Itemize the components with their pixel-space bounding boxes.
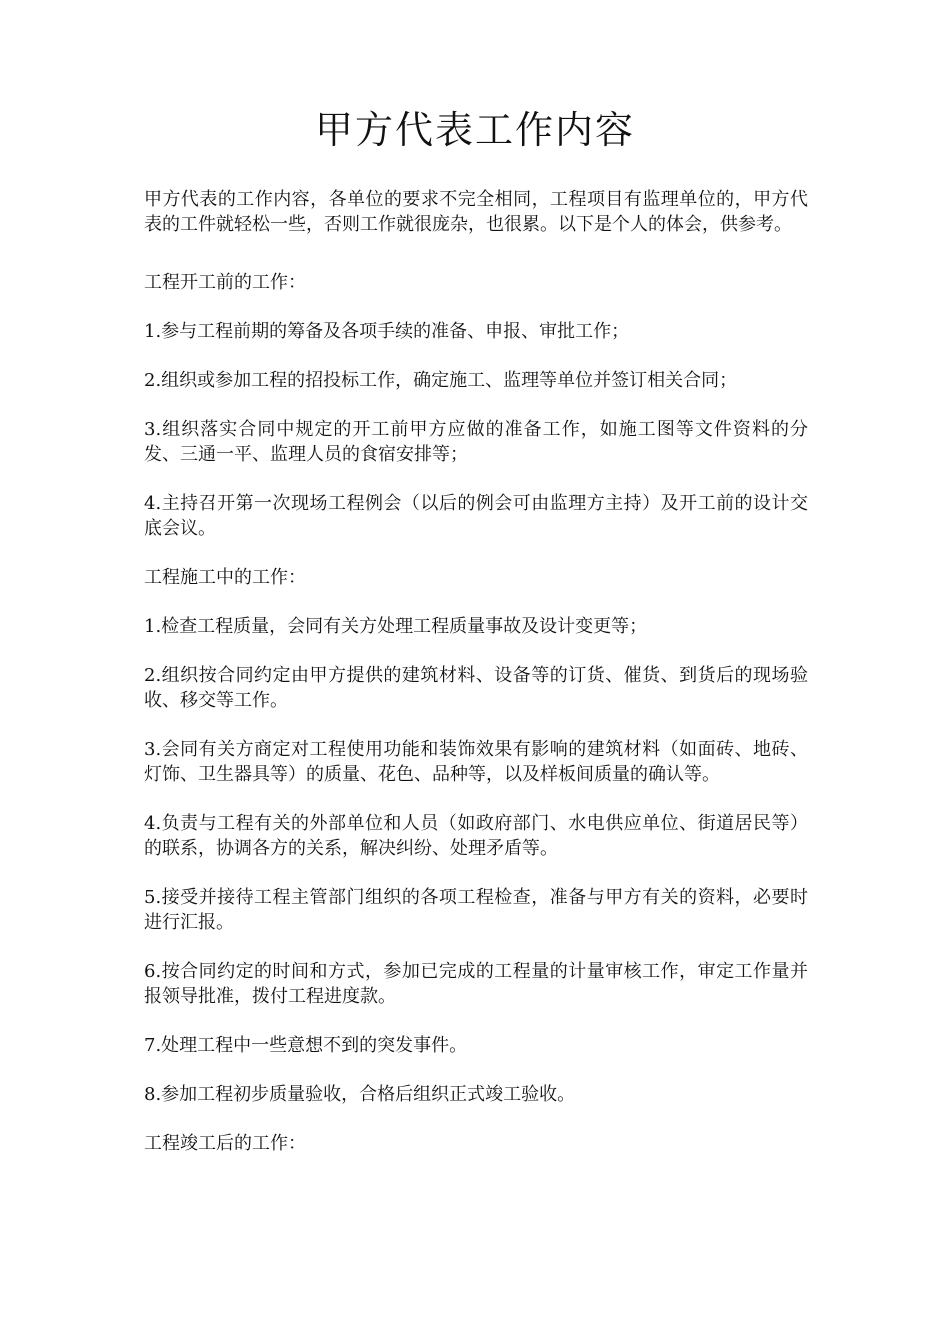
document-title: 甲方代表工作内容 <box>314 108 635 152</box>
list-item: 1.参与工程前期的筹备及各项手续的准备、申报、审批工作； <box>144 321 630 342</box>
list-item: 2.组织或参加工程的招投标工作，确定施工、监理等单位并签订相关合同； <box>144 370 738 391</box>
list-item: 1.检查工程质量，会同有关方处理工程质量事故及设计变更等； <box>144 616 648 637</box>
list-item: 3.会同有关方商定对工程使用功能和装饰效果有影响的建筑材料（如面砖、地砖、灯饰、卫生器具等）的质量、花色、品种等，以及样板间质量的确认等。 <box>144 739 808 785</box>
list-item: 7.处理工程中一些意想不到的突发事件。 <box>144 1035 468 1056</box>
list-item: 4.主持召开第一次现场工程例会（以后的例会可由监理方主持）及开工前的设计交底会议。 <box>144 493 808 539</box>
section-heading-before-start: 工程开工前的工作： <box>144 272 306 293</box>
list-item: 3.组织落实合同中规定的开工前甲方应做的准备工作，如施工图等文件资料的分发、三通一平、监理人员的食宿安排等； <box>144 419 808 465</box>
list-item: 5.接受并接待工程主管部门组织的各项工程检查，准备与甲方有关的资料，必要时进行汇报。 <box>144 887 808 933</box>
list-item: 8.参加工程初步质量验收，合格后组织正式竣工验收。 <box>144 1084 576 1105</box>
section-heading-after-completion: 工程竣工后的工作： <box>144 1133 306 1154</box>
list-item: 6.按合同约定的时间和方式，参加已完成的工程量的计量审核工作，审定工作量并报领导批准，拨付工程进度款。 <box>144 961 808 1007</box>
document-body <box>144 187 808 1156</box>
list-item: 2.组织按合同约定由甲方提供的建筑材料、设备等的订货、催货、到货后的现场验收、移交等工作。 <box>144 665 808 711</box>
list-item: 4.负责与工程有关的外部单位和人员（如政府部门、水电供应单位、街道居民等）的联系，协调各方的关系，解决纠纷、处理矛盾等。 <box>144 813 808 859</box>
intro-paragraph: 甲方代表的工作内容，各单位的要求不完全相同，工程项目有监理单位的，甲方代表的工件就轻松一些，否则工作就很庞杂，也很累。以下是个人的体会，供参考。 <box>144 189 808 235</box>
section-heading-during-construction: 工程施工中的工作： <box>144 567 306 588</box>
